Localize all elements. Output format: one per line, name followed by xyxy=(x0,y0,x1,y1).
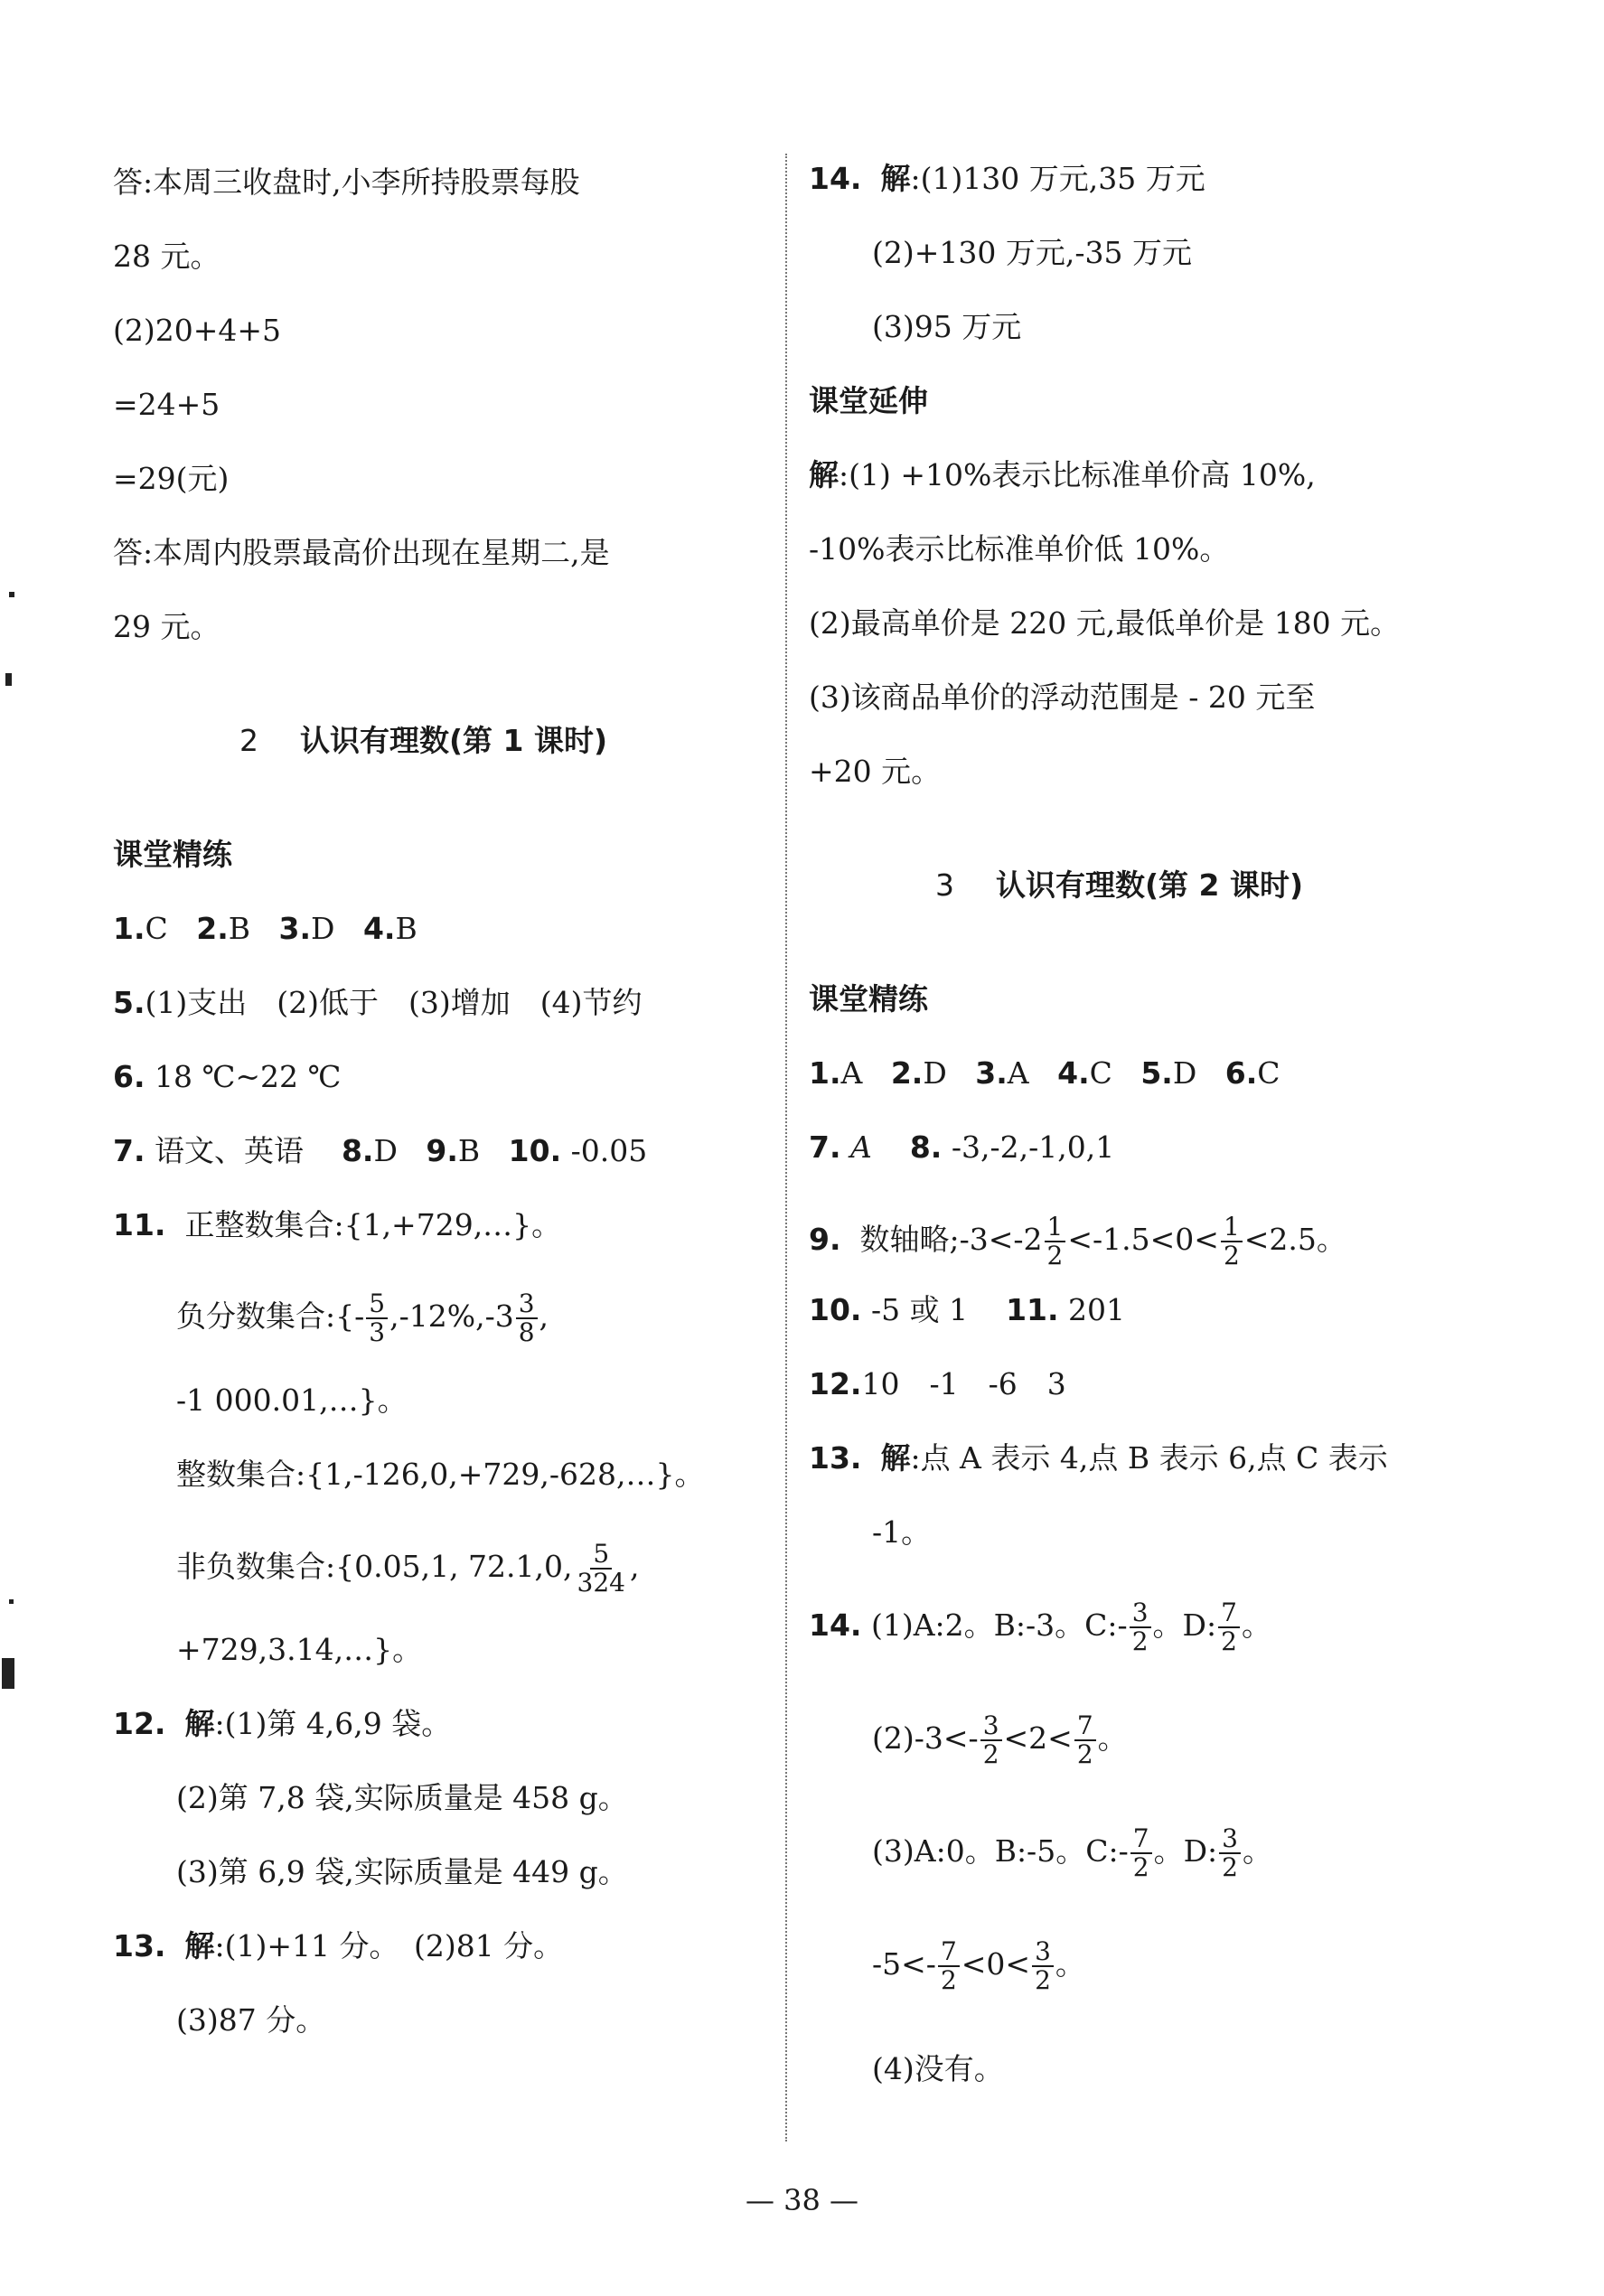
q-answer: :(1) +10%表示比标准单价高 10%, xyxy=(839,457,1316,492)
q-answer: A xyxy=(840,1055,863,1091)
fraction xyxy=(575,1541,628,1597)
answer-line: (3)第 6,9 袋,实际质量是 449 g。 xyxy=(176,1854,628,1889)
q-answer: B xyxy=(228,911,250,946)
answer-line: (3)95 万元 xyxy=(872,309,1022,344)
denominator: 2 xyxy=(1223,1241,1240,1270)
q-answer: C xyxy=(145,911,168,946)
text-run: (1)A:2。B:-3。C:- xyxy=(870,1607,1128,1643)
subsection-heading: 课堂精练 xyxy=(809,981,928,1017)
q-answer: :(1)+11 分。 (2)81 分。 xyxy=(214,1928,564,1963)
solution-label: 解 xyxy=(184,1928,215,1963)
fraction xyxy=(516,1290,538,1346)
answer-line: (3)该商品单价的浮动范围是 - 20 元至 xyxy=(809,679,1316,715)
solution-label: 解 xyxy=(880,1440,911,1476)
numerator: 3 xyxy=(1130,1599,1151,1628)
numerator: 1 xyxy=(1221,1214,1243,1242)
q-answer: :点 A 表示 4,点 B 表示 6,点 C 表示 xyxy=(910,1440,1388,1476)
q-answer: :(1)130 万元,35 万元 xyxy=(910,161,1205,196)
text-run: <2.5。 xyxy=(1243,1222,1346,1257)
q-number: 7. xyxy=(809,1129,841,1165)
q-number: 14. xyxy=(809,1607,862,1643)
answer-row xyxy=(809,1129,1114,1166)
denominator: 2 xyxy=(1132,1852,1149,1882)
q-number: 12. xyxy=(809,1366,862,1401)
q-answer: C xyxy=(1257,1055,1280,1091)
answer-line: -1。 xyxy=(872,1514,932,1550)
q-number: 3. xyxy=(975,1055,1008,1091)
text-run: (3)A:0。B:-5。C:- xyxy=(872,1833,1129,1869)
title-text: 认识有理数(第 1 课时) xyxy=(299,723,608,758)
text-run: <2< xyxy=(1003,1720,1073,1756)
denominator: 2 xyxy=(1035,1965,1051,1995)
fraction xyxy=(1032,1938,1054,1994)
q-answer: D xyxy=(310,911,335,946)
answer-row xyxy=(809,1292,1125,1328)
answer-line: (2)+130 万元,-35 万元 xyxy=(872,235,1192,270)
denominator: 3 xyxy=(369,1317,386,1347)
numerator: 3 xyxy=(1032,1938,1054,1967)
text-run: 。 xyxy=(1241,1607,1271,1643)
fraction xyxy=(366,1290,388,1346)
answer-line: (4)没有。 xyxy=(872,2051,1004,2086)
scan-mark xyxy=(2,1658,14,1689)
q-answer: D xyxy=(1172,1055,1197,1091)
denominator: 2 xyxy=(940,1965,957,1995)
denominator: 324 xyxy=(577,1568,625,1598)
subsection-heading: 课堂精练 xyxy=(113,837,232,872)
text-run: ,-12%,-3 xyxy=(389,1298,514,1334)
fraction xyxy=(1219,1825,1241,1881)
q-number: 13. xyxy=(113,1928,166,1963)
denominator: 2 xyxy=(1131,1626,1149,1656)
q-answer: A xyxy=(850,1129,872,1165)
text-run: 。D: xyxy=(1153,1833,1218,1869)
scan-mark xyxy=(9,1599,14,1604)
q-answer: 正整数集合:{1,+729,…}。 xyxy=(184,1207,562,1242)
denominator: 2 xyxy=(982,1739,999,1769)
answer-row xyxy=(113,1207,561,1243)
q-number: 3. xyxy=(278,911,311,946)
answer-line: +20 元。 xyxy=(809,754,942,789)
text-run: 。 xyxy=(1242,1833,1272,1869)
fraction xyxy=(1130,1599,1151,1655)
answer-row xyxy=(809,1599,1271,1655)
numerator: 7 xyxy=(1130,1825,1152,1854)
answer-row xyxy=(113,1706,451,1742)
q-answer: D xyxy=(373,1133,398,1168)
answer-line xyxy=(872,1938,1085,1994)
fraction xyxy=(1130,1825,1152,1881)
q-number: 9. xyxy=(426,1133,458,1168)
text-run: , xyxy=(629,1549,640,1584)
q-number: 5. xyxy=(1140,1055,1173,1091)
answer-row xyxy=(809,1440,1388,1476)
fraction xyxy=(938,1938,960,1994)
text-run: <0< xyxy=(961,1946,1031,1982)
answer-line xyxy=(176,1290,549,1346)
scan-mark xyxy=(9,592,14,597)
q-number: 1. xyxy=(809,1055,841,1091)
answer-row xyxy=(113,1133,647,1169)
q-answer: D xyxy=(923,1055,947,1091)
title-number: 3 xyxy=(935,867,954,903)
q-number: 12. xyxy=(113,1706,166,1741)
answer-line: (2)最高单价是 220 元,最低单价是 180 元。 xyxy=(809,605,1401,641)
q-answer: 201 xyxy=(1068,1292,1126,1327)
answer-line: -1 000.01,…}。 xyxy=(176,1382,408,1418)
text-run: 。 xyxy=(1097,1720,1128,1756)
answer-line: 答:本周内股票最高价出现在星期二,是 xyxy=(113,535,610,570)
fraction xyxy=(1074,1712,1096,1768)
numerator: 5 xyxy=(366,1290,388,1319)
numerator: 7 xyxy=(1074,1712,1096,1741)
text-run: (2)-3<- xyxy=(872,1720,979,1756)
solution-label: 解 xyxy=(809,457,839,492)
numerator: 3 xyxy=(516,1290,538,1319)
answer-line: =24+5 xyxy=(113,387,220,422)
numerator: 5 xyxy=(590,1541,612,1570)
denominator: 2 xyxy=(1222,1852,1238,1882)
q-answer: A xyxy=(1007,1055,1029,1091)
numerator: 3 xyxy=(980,1712,1002,1741)
q-answer: (1)支出 (2)低于 (3)增加 (4)节约 xyxy=(145,985,643,1020)
q-answer: -3,-2,-1,0,1 xyxy=(951,1129,1115,1165)
q-answer: B xyxy=(395,911,417,946)
q-number: 11. xyxy=(1006,1292,1059,1327)
text-run: 非负数集合:{0.05,1, 72.1,0, xyxy=(176,1549,573,1584)
text-run: 负分数集合:{- xyxy=(176,1298,365,1334)
answer-row xyxy=(809,161,1205,197)
q-number: 14. xyxy=(809,161,862,196)
section-title xyxy=(935,867,1303,904)
q-number: 7. xyxy=(113,1133,145,1168)
column-divider xyxy=(785,154,787,2141)
answer-line xyxy=(872,1712,1128,1768)
q-number: 10. xyxy=(508,1133,562,1168)
q-number: 4. xyxy=(1057,1055,1090,1091)
numerator: 7 xyxy=(1218,1599,1240,1628)
answer-row xyxy=(809,1366,1066,1402)
scan-mark xyxy=(5,673,12,686)
answer-line: 29 元。 xyxy=(113,609,220,644)
answer-row xyxy=(113,1059,341,1095)
numerator: 7 xyxy=(938,1938,960,1967)
page-number: — 38 — xyxy=(745,2183,859,2217)
text-run: 。 xyxy=(1055,1946,1085,1982)
q-number: 10. xyxy=(809,1292,862,1327)
answer-row xyxy=(809,1055,1280,1092)
answer-row xyxy=(809,457,1316,493)
numerator: 1 xyxy=(1045,1214,1066,1242)
q-number: 8. xyxy=(341,1133,374,1168)
title-text: 认识有理数(第 2 课时) xyxy=(995,867,1304,903)
fraction xyxy=(1045,1214,1066,1270)
denominator: 2 xyxy=(1046,1241,1064,1270)
answer-line: (2)20+4+5 xyxy=(113,313,282,348)
solution-label: 解 xyxy=(184,1706,215,1741)
answer-line xyxy=(176,1541,639,1597)
answer-line: =29(元) xyxy=(113,461,230,496)
text-run: 。D: xyxy=(1152,1607,1217,1643)
q-number: 11. xyxy=(113,1207,166,1242)
answer-row xyxy=(113,985,642,1021)
answer-line: (2)第 7,8 袋,实际质量是 458 g。 xyxy=(176,1780,628,1815)
q-number: 6. xyxy=(1224,1055,1258,1091)
text-run: <-1.5<0< xyxy=(1067,1222,1219,1257)
q-answer: C xyxy=(1089,1055,1112,1091)
title-number: 2 xyxy=(239,723,258,758)
q-answer: B xyxy=(457,1133,481,1168)
denominator: 2 xyxy=(1076,1739,1093,1769)
answer-row xyxy=(113,911,417,947)
text-run: 数轴略;-3<-2 xyxy=(859,1222,1043,1257)
fraction xyxy=(1218,1599,1240,1655)
solution-label: 解 xyxy=(880,161,911,196)
q-answer: -5 或 1 xyxy=(870,1292,969,1327)
fraction xyxy=(1221,1214,1243,1270)
section-title xyxy=(239,723,607,759)
fraction xyxy=(980,1712,1002,1768)
text-run: , xyxy=(539,1298,549,1334)
answer-line: 答:本周三收盘时,小李所持股票每股 xyxy=(113,164,580,200)
answer-row xyxy=(113,1928,563,1964)
answer-line: +729,3.14,…}。 xyxy=(176,1632,423,1667)
q-number: 2. xyxy=(890,1055,924,1091)
q-number: 13. xyxy=(809,1440,862,1476)
q-answer: 18 ℃~22 ℃ xyxy=(155,1059,342,1094)
answer-line: -10%表示比标准单价低 10%。 xyxy=(809,531,1230,567)
denominator: 8 xyxy=(518,1317,535,1347)
text-run: -5<- xyxy=(872,1946,936,1982)
q-number: 4. xyxy=(362,911,396,946)
answer-line: (3)87 分。 xyxy=(176,2002,326,2038)
q-answer: -0.05 xyxy=(570,1133,648,1168)
answer-line xyxy=(872,1825,1272,1881)
q-number: 5. xyxy=(113,985,145,1020)
q-answer: 10 -1 -6 3 xyxy=(861,1366,1066,1401)
answer-line: 整数集合:{1,-126,0,+729,-628,…}。 xyxy=(176,1457,705,1492)
q-number: 6. xyxy=(113,1059,145,1094)
q-number: 1. xyxy=(113,911,145,946)
q-number: 2. xyxy=(196,911,229,946)
q-number: 9. xyxy=(809,1222,841,1257)
numerator: 3 xyxy=(1219,1825,1241,1854)
q-answer: :(1)第 4,6,9 袋。 xyxy=(214,1706,452,1741)
denominator: 2 xyxy=(1221,1626,1237,1656)
subsection-heading: 课堂延伸 xyxy=(809,383,928,418)
q-number: 8. xyxy=(909,1129,943,1165)
q-answer: 语文、英语 xyxy=(155,1133,304,1168)
answer-row xyxy=(809,1214,1346,1270)
answer-line: 28 元。 xyxy=(113,239,220,274)
